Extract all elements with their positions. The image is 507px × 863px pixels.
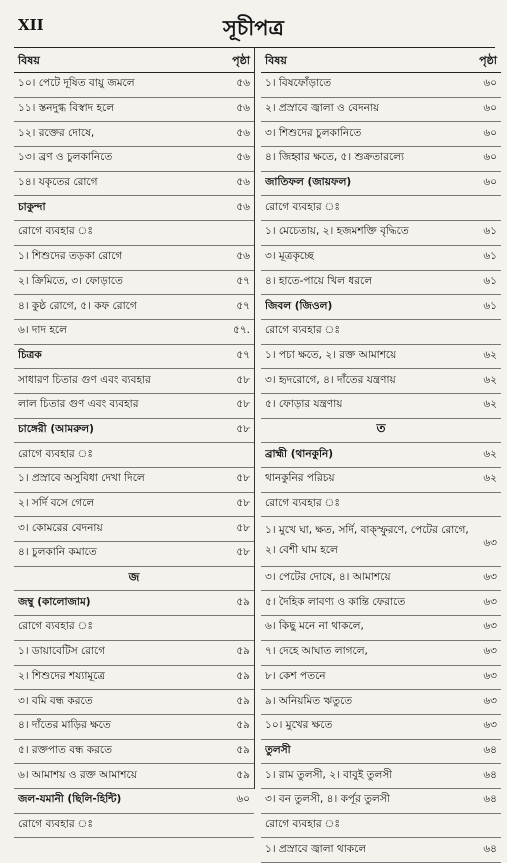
entry-page-number: ৫৯ (236, 768, 250, 781)
toc-entry-row (14, 73, 254, 98)
entry-page-number: ৫৮ (236, 546, 250, 559)
toc-entry-row (14, 246, 254, 271)
toc-entry-row (14, 271, 254, 296)
entry-page-number: ৬২ (483, 373, 497, 386)
entry-page-number: ৫৭ (236, 274, 250, 287)
toc-entry-row (261, 345, 501, 370)
toc-entry-row (14, 320, 254, 345)
toc-entry-row (14, 147, 254, 172)
entry-page-number: ৬০ (236, 793, 250, 806)
entry-text: ১০। মুখের ক্ষতে (265, 719, 333, 732)
entry-text: ৩। বন তুলসী, ৪। কর্পূর তুলসী (265, 793, 390, 806)
entry-text: ৩। হৃদরোগে, ৪। দাঁতের যন্ত্রণায় (265, 373, 396, 386)
entry-text: ৪। কুষ্ঠ রোগে, ৫। কফ রোগে (18, 299, 137, 312)
toc-entry-row (261, 369, 501, 394)
entry-page-number: ৬৩ (483, 719, 497, 732)
toc-entry-row (261, 591, 501, 616)
entry-page-number: ৫৯ (236, 719, 250, 732)
entry-text: ১১। স্তনদুগ্ধ বিস্বাদ হলে (18, 102, 115, 115)
entry-page-number: ৬৩ (483, 620, 497, 633)
entry-text: ৬। কিছু মনে না থাকলে, (265, 620, 364, 633)
toc-entry-row (261, 394, 501, 419)
toc-entry-row (261, 98, 501, 123)
toc-entry-row (261, 221, 501, 246)
entry-page-number: ৫৮ (236, 521, 250, 534)
toc-entry-row (261, 73, 501, 98)
entry-page-number: ৫৭ (236, 348, 250, 361)
toc-entry-row (14, 542, 254, 567)
entry-page-number: ৬০ (483, 151, 497, 164)
entry-text: ৮। কেশ পতনে (265, 669, 326, 682)
entry-page-number: ৬২ (483, 472, 497, 485)
toc-entry-row (14, 221, 254, 246)
page-header: পৃষ্ঠা (232, 53, 250, 67)
entry-page-number: ৬১ (483, 225, 497, 238)
toc-entry-row (14, 715, 254, 740)
entry-text: ২। সর্দি বসে গেলে (18, 497, 95, 510)
toc-heading-row (261, 295, 501, 320)
column-divider (254, 47, 255, 789)
entry-page-number: ৬২ (483, 398, 497, 411)
entry-text: ১। মুখে ঘা, ক্ষত, সর্দি, বাক্স্ফুরণে, পেটের রোগে, ২। বেশী ঘাম হলে (265, 524, 469, 557)
entry-text: চাঙ্গেরী (আমরুল) (18, 422, 94, 435)
toc-entry-row (14, 641, 254, 666)
toc-entry-row (14, 764, 254, 789)
toc-entry-row (261, 666, 501, 691)
right-column-header (261, 50, 501, 73)
toc-heading-row (261, 740, 501, 765)
entry-page-number: ৫৮ (236, 398, 250, 411)
page-number: XII (18, 16, 44, 34)
entry-text: ৬। দাদ হলে (18, 324, 67, 337)
entry-page-number: ৫৮ (236, 472, 250, 485)
toc-entry-row (261, 196, 501, 221)
entry-page-number: ৬০ (483, 102, 497, 115)
entry-text: ২। শিশুদের শয্যামূত্রে (18, 669, 106, 682)
entry-page-number: ৫৮ (236, 422, 250, 435)
entry-text: জিবল (জিওল) (265, 299, 333, 312)
entry-text: রোগে ব্যবহার ঃ (265, 817, 340, 830)
entry-page-number: ৬৩ (483, 694, 497, 707)
entry-text: ৩। কোমরের বেদনায় (18, 521, 103, 534)
entry-page-number: ৬১ (483, 250, 497, 263)
entry-text: ৪। হাতে-পায়ে খিল ধরলে (265, 274, 373, 287)
entry-text: ৪। দাঁতের মাড়ির ক্ষতে (18, 719, 111, 732)
entry-page-number: ৫৮ (236, 373, 250, 386)
entry-text: ১২। রক্তের দোষে, (18, 126, 95, 139)
toc-entry-row (261, 122, 501, 147)
left-entry-list (14, 73, 254, 838)
toc-entry-row (261, 271, 501, 296)
toc-entry-row (14, 98, 254, 123)
toc-heading-row (261, 443, 501, 468)
subject-header: বিষয় (265, 53, 287, 67)
subject-header: বিষয় (18, 53, 40, 67)
entry-text: জম্বু (কালোজাম) (18, 595, 91, 608)
entry-page-number: ৫৬ (236, 126, 250, 139)
toc-entry-row (261, 838, 501, 863)
entry-text: সাধারণ চিতার গুণ এবং ব্যবহার (18, 373, 151, 386)
entry-page-number: ৬৩ (483, 571, 497, 584)
entry-text: চাকুন্দা (18, 200, 46, 213)
entry-text: চিত্রক (18, 348, 42, 361)
entry-text: ১। ডায়াবেটিস রোগে (18, 645, 106, 658)
page-header: পৃষ্ঠা (479, 53, 497, 67)
entry-page-number: ৬২ (483, 348, 497, 361)
entry-page-number: ৬৪ (483, 793, 497, 806)
toc-entry-row (14, 493, 254, 518)
entry-page-number: ৬০ (483, 126, 497, 139)
toc-entry-row (261, 616, 501, 641)
entry-text: ৪। চুলকানি কমাতে (18, 546, 97, 559)
entry-page-number: ৬৩ (483, 645, 497, 658)
toc-entry-row (14, 517, 254, 542)
entry-page-number: ৫৬ (236, 176, 250, 189)
entry-text: লাল চিতার গুণ এবং ব্যবহার (18, 398, 139, 411)
entry-text: তুলসী (265, 743, 291, 756)
entry-page-number: ৬৪ (483, 768, 497, 781)
entry-text: ব্রাহ্মী (থানকুনি) (265, 447, 334, 460)
entry-page-number: ৬৩ (483, 537, 497, 550)
section-letter: জ (14, 567, 254, 592)
entry-text: ২। ক্রিমিতে, ৩। ফোড়াতে (18, 274, 123, 287)
entry-text: রোগে ব্যবহার ঃ (18, 817, 93, 830)
toc-heading-row (14, 789, 254, 814)
toc-entry-row (261, 764, 501, 789)
toc-entry-row (261, 715, 501, 740)
toc-entry-row (14, 690, 254, 715)
entry-text: ১। বিষফোঁড়াতে (265, 77, 332, 90)
toc-entry-row (261, 690, 501, 715)
entry-text: ১৩। ব্রণ ও চুলকানিতে (18, 151, 113, 164)
toc-entry-row (14, 443, 254, 468)
toc-entry-row (14, 122, 254, 147)
entry-page-number: ৬১ (483, 299, 497, 312)
toc-entry-row (14, 295, 254, 320)
entry-text: রোগে ব্যবহার ঃ (265, 200, 340, 213)
entry-page-number: ৫৯ (236, 694, 250, 707)
entry-text: ১৪। যকৃতের রোগে (18, 176, 98, 189)
toc-entry-row (261, 517, 501, 566)
toc-heading-row (14, 345, 254, 370)
entry-page-number: ৫৭ (236, 299, 250, 312)
toc-entry-row (14, 666, 254, 691)
entry-text: ৩। মূত্রকৃচ্ছে (265, 250, 314, 263)
toc-entry-row (261, 320, 501, 345)
toc-heading-row (14, 591, 254, 616)
entry-page-number: ৫৯ (236, 595, 250, 608)
entry-page-number: ৫৬ (236, 77, 250, 90)
entry-text: ৩। শিশুদের চুলকানিতে (265, 126, 362, 139)
entry-page-number: ৫৯ (236, 743, 250, 756)
toc-entry-row (261, 789, 501, 814)
entry-text: ১। প্রস্রাবে জ্বালা থাকলে (265, 842, 367, 855)
entry-text: ৫। রক্তপাত বন্ধ করতে (18, 743, 112, 756)
toc-entry-row (261, 468, 501, 493)
entry-page-number: ৫৯ (236, 669, 250, 682)
toc-entry-row (14, 814, 254, 839)
entry-text: ১০। পেটে দূষিত বায়ু জমলে (18, 77, 135, 90)
section-letter: ত (261, 419, 501, 444)
toc-heading-row (261, 172, 501, 197)
entry-page-number: ৫৬ (236, 102, 250, 115)
toc-entry-row (14, 616, 254, 641)
entry-text: ১। প্রস্রাবে অসুবিধা দেখা দিলে (18, 472, 145, 485)
entry-text: ১। শিশুদের তড়কা রোগে (18, 250, 123, 263)
entry-page-number: ৫৬ (236, 250, 250, 263)
entry-page-number: ৫৭. (233, 324, 250, 337)
entry-text: ২। প্রস্রাবে জ্বালা ও বেদনায় (265, 102, 380, 115)
entry-text: জল-যমানী (ছিলি-হিন্টি) (18, 793, 122, 806)
entry-page-number: ৫৮ (236, 497, 250, 510)
entry-text: রোগে ব্যবহার ঃ (18, 620, 93, 633)
entry-text: ৯। অনিয়মিত ঋতুতে (265, 694, 353, 707)
entry-text: ৬। আমাশয় ও রক্ত আমাশয়ে (18, 768, 137, 781)
entry-text: রোগে ব্যবহার ঃ (18, 447, 93, 460)
toc-entry-row (261, 147, 501, 172)
left-column (14, 50, 254, 838)
entry-page-number: ৬৩ (483, 669, 497, 682)
left-column-header (14, 50, 254, 73)
entry-page-number: ৬১ (483, 274, 497, 287)
toc-entry-row (261, 814, 501, 839)
right-entry-list (261, 73, 501, 863)
entry-text: থানকুনির পরিচয় (265, 472, 335, 485)
entry-text: ৩। পেটের দোষে, ৪। আমাশয়ে (265, 571, 391, 584)
toc-heading-row (14, 419, 254, 444)
entry-page-number: ৫৯ (236, 645, 250, 658)
entry-page-number: ৬৩ (483, 595, 497, 608)
toc-entry-row (261, 567, 501, 592)
toc-entry-row (261, 493, 501, 518)
entry-page-number: ৬৪ (483, 842, 497, 855)
entry-text: ৭। দেহে আঘাত লাগলে, (265, 645, 368, 658)
toc-entry-row (261, 641, 501, 666)
entry-text: ১। পচা ক্ষতে, ২। রক্ত আমাশয়ে (265, 348, 397, 361)
page-title: সূচীপত্র (223, 16, 284, 40)
toc-entry-row (14, 740, 254, 765)
entry-text: ৫। দৈহিক লাবণ্য ও কান্তি ফেরাতে (265, 595, 406, 608)
toc-entry-row (14, 394, 254, 419)
entry-text: ১। রাম তুলসী, ২। বাবুই তুলসী (265, 768, 393, 781)
entry-text: ১। মেচেতায়, ২। হজমশক্তি বৃদ্ধিতে (265, 225, 409, 238)
entry-page-number: ৬২ (483, 447, 497, 460)
toc-heading-row (14, 196, 254, 221)
toc-entry-row (14, 468, 254, 493)
entry-page-number: ৬৪ (483, 743, 497, 756)
toc-entry-row (261, 246, 501, 271)
entry-text: ৪। জিহ্বার ক্ষতে, ৫। শুক্রতারল্যে (265, 151, 405, 164)
entry-text: রোগে ব্যবহার ঃ (265, 324, 340, 337)
entry-page-number: ৫৬ (236, 200, 250, 213)
entry-page-number: ৫৬ (236, 151, 250, 164)
entry-page-number: ৬০ (483, 176, 497, 189)
entry-page-number: ৬০ (483, 77, 497, 90)
toc-entry-row (14, 172, 254, 197)
entry-text: রোগে ব্যবহার ঃ (265, 497, 340, 510)
toc-entry-row (14, 369, 254, 394)
entry-text: ৫। ফোড়ার যন্ত্রণায় (265, 398, 343, 411)
entry-text: রোগে ব্যবহার ঃ (18, 225, 93, 238)
entry-text: জাতিফল (জায়ফল) (265, 176, 352, 189)
right-column (261, 50, 501, 863)
entry-text: ৩। বমি বন্ধ করতে (18, 694, 93, 707)
